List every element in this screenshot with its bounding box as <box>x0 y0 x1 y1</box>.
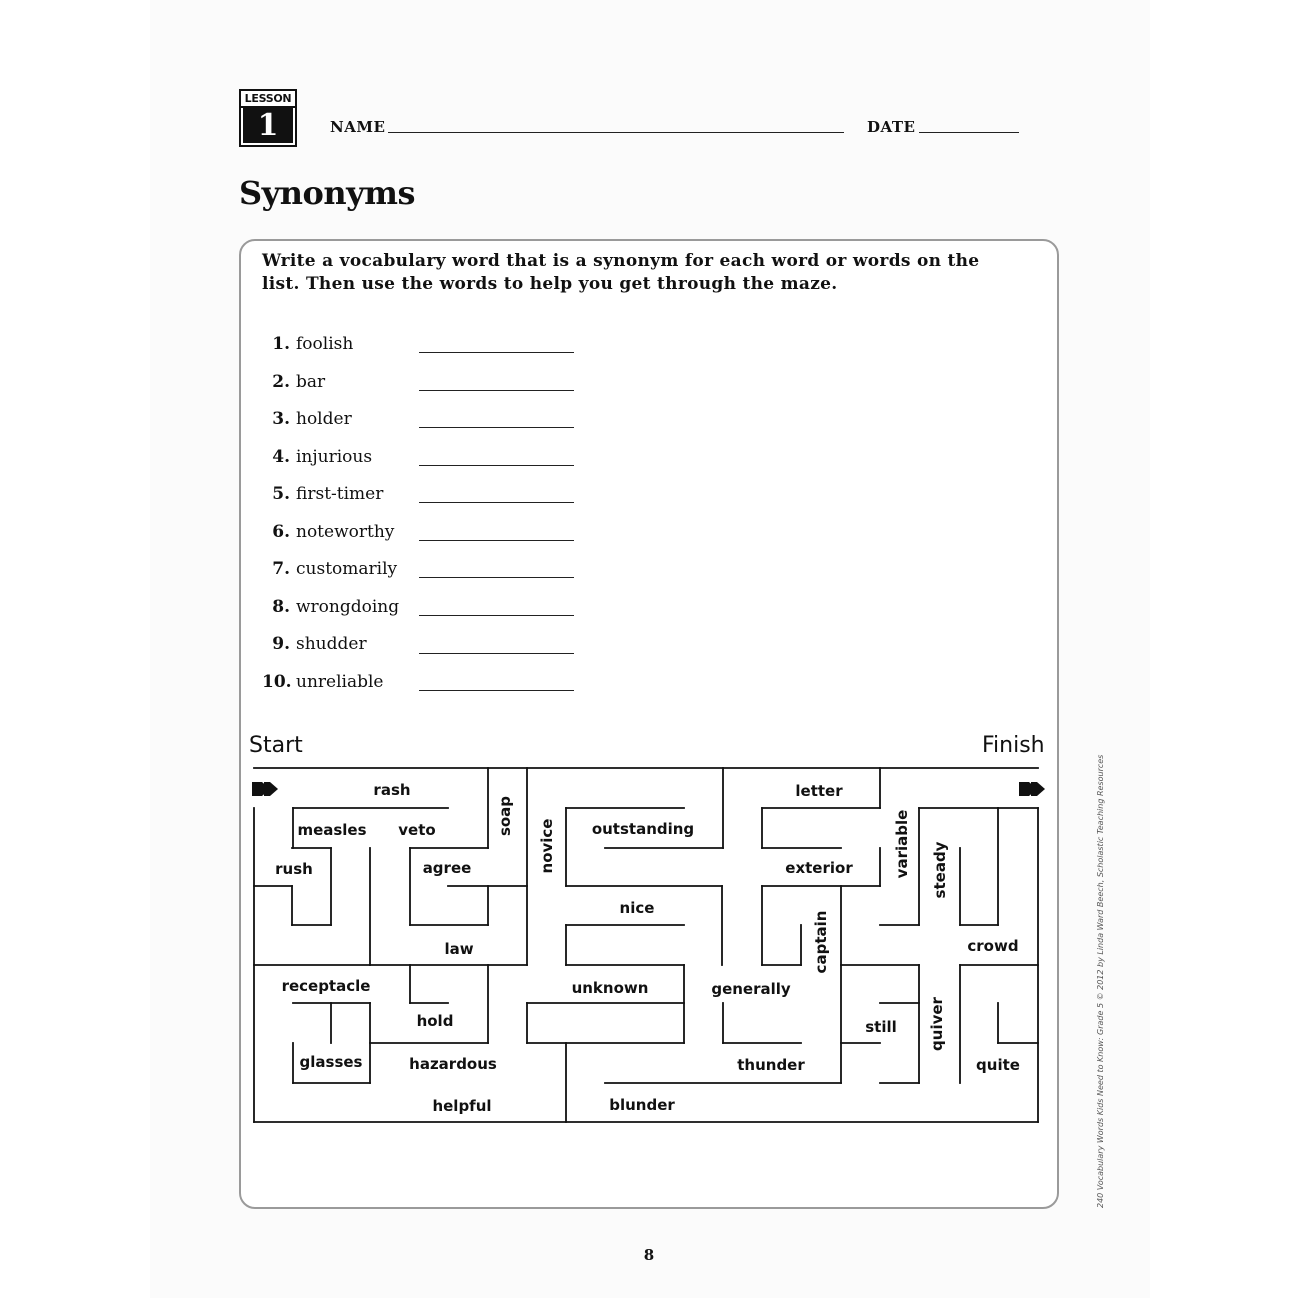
maze-word-novice: novice <box>538 818 556 874</box>
maze-word-rash: rash <box>373 781 411 799</box>
item-number: 7. <box>272 559 290 579</box>
maze-word-thunder: thunder <box>737 1056 805 1074</box>
copyright-credit: 240 Vocabulary Words Kids Need to Know: Grade 5 © 2012 by Linda Ward Beech, Scholastic Teaching Resources <box>1096 754 1105 1208</box>
maze-word-measles: measles <box>297 821 367 839</box>
maze-word-hold: hold <box>416 1012 454 1030</box>
maze-word-letter: letter <box>795 782 843 800</box>
item-number: 4. <box>272 447 290 467</box>
maze-word-generally: generally <box>711 980 791 998</box>
maze-word-quiver: quiver <box>928 997 946 1051</box>
item-word: foolish <box>296 334 354 354</box>
item-word: noteworthy <box>296 522 395 542</box>
maze-word-helpful: helpful <box>432 1097 492 1115</box>
maze-word-outstanding: outstanding <box>591 820 695 838</box>
item-word: bar <box>296 372 326 392</box>
maze-word-captain: captain <box>812 910 830 974</box>
finish-arrow-icon <box>1019 782 1045 796</box>
item-number: 3. <box>272 409 290 429</box>
item-word: injurious <box>296 447 373 467</box>
maze-word-quite: quite <box>976 1056 1020 1074</box>
maze-word-receptacle: receptacle <box>281 977 371 995</box>
maze-word-rush: rush <box>275 860 313 878</box>
item-number: 6. <box>272 522 290 542</box>
maze-finish-label: Finish <box>982 733 1045 758</box>
item-number: 2. <box>272 372 290 392</box>
maze-word-steady: steady <box>931 841 949 899</box>
maze-word-veto: veto <box>398 821 436 839</box>
maze-word-nice: nice <box>619 899 655 917</box>
name-label: NAME <box>330 118 386 136</box>
page-title: Synonyms <box>239 174 416 212</box>
item-number: 1. <box>272 334 290 354</box>
maze-word-variable: variable <box>893 809 911 879</box>
start-arrow-icon <box>252 782 278 796</box>
item-word: first-timer <box>296 484 384 504</box>
maze-word-law: law <box>444 940 474 958</box>
item-number: 9. <box>272 634 290 654</box>
maze-word-soap: soap <box>496 795 514 837</box>
item-word: unreliable <box>296 672 384 692</box>
item-word: holder <box>296 409 352 429</box>
page-number: 8 <box>643 1246 655 1264</box>
item-word: customarily <box>296 559 398 579</box>
item-word: shudder <box>296 634 367 654</box>
item-number: 5. <box>272 484 290 504</box>
maze-word-unknown: unknown <box>571 979 649 997</box>
item-number: 10. <box>262 672 292 692</box>
maze-start-label: Start <box>249 733 303 758</box>
date-label: DATE <box>867 118 916 136</box>
maze-word-still: still <box>865 1018 897 1036</box>
maze-word-crowd: crowd <box>967 937 1019 955</box>
maze-word-blunder: blunder <box>609 1096 675 1114</box>
maze-word-exterior: exterior <box>785 859 853 877</box>
instructions: Write a vocabulary word that is a synonym for each word or words on the list. Then use the words to help you get through the maze. <box>262 251 980 294</box>
lesson-word: LESSON <box>241 91 295 108</box>
maze-word-glasses: glasses <box>299 1053 363 1071</box>
maze-word-agree: agree <box>422 859 472 877</box>
item-word: wrongdoing <box>296 597 400 617</box>
item-number: 8. <box>272 597 290 617</box>
maze-word-hazardous: hazardous <box>409 1055 497 1073</box>
lesson-number: 1 <box>243 108 293 143</box>
